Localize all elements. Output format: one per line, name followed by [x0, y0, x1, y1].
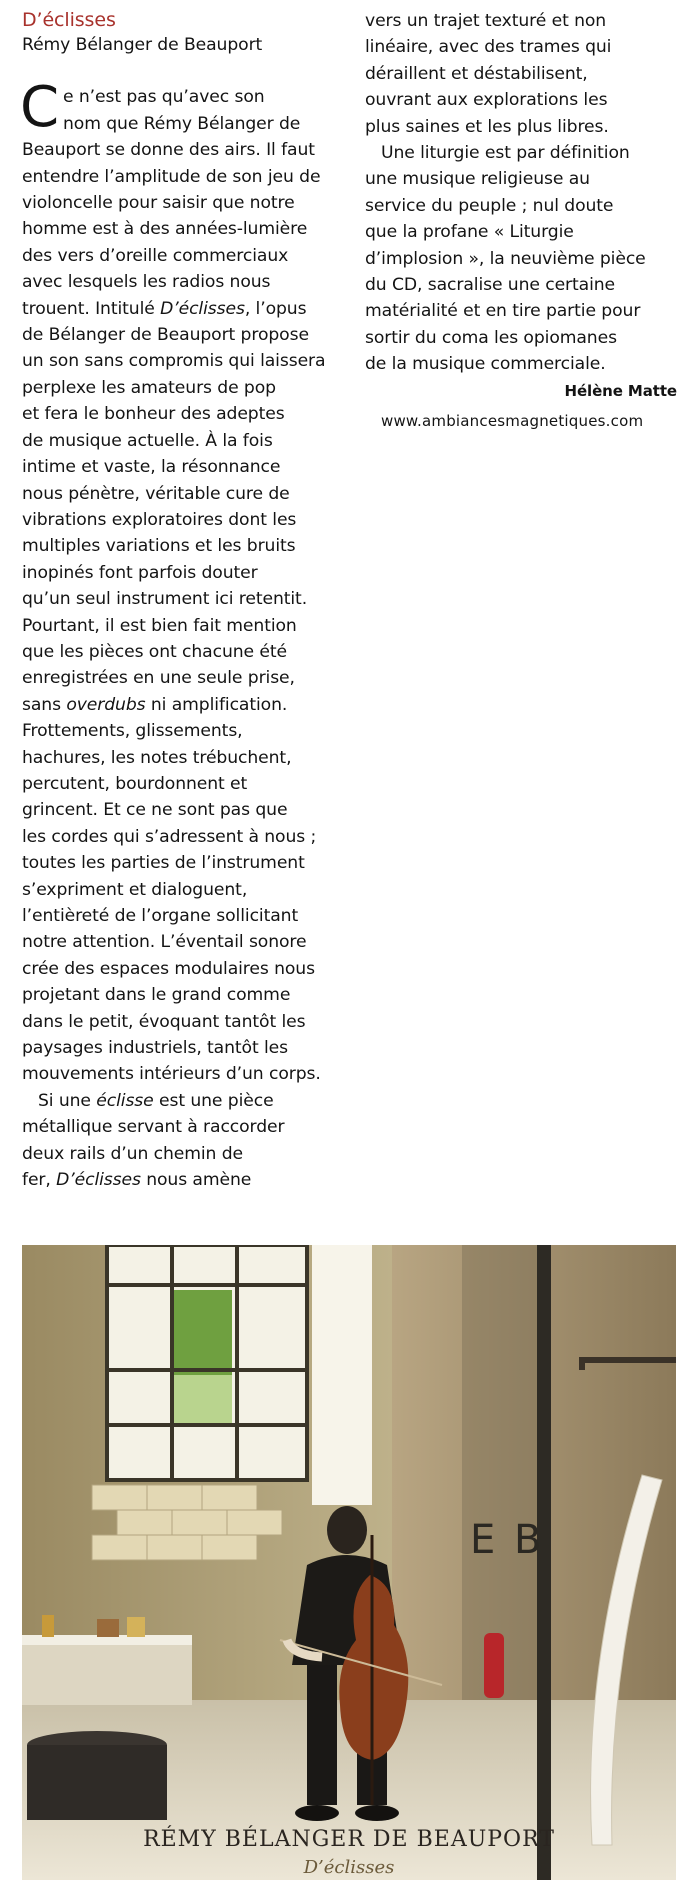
body-line: Frottements, glissements, [22, 721, 243, 742]
article-left-column [22, 8, 342, 1193]
body-line: toutes les parties de l’instrument [22, 853, 305, 874]
body-line: percutent, bourdonnent et [22, 773, 248, 794]
article-author: Hélène Matte [564, 381, 677, 400]
body-line: crée des espaces modulaires nous [22, 958, 315, 979]
body-line: Une liturgie est par définition [381, 143, 630, 164]
album-cover-photo [22, 1245, 676, 1880]
body-line: du CD, sacralise une certaine [365, 275, 616, 296]
article-body-paragraph-4 [365, 140, 683, 378]
body-line: de musique actuelle. À la fois [22, 430, 273, 451]
body-line: dans le petit, évoquant tantôt les [22, 1011, 306, 1032]
album-cover-title: D’éclisses [303, 1857, 395, 1878]
body-line: service du peuple ; nul doute [365, 195, 614, 216]
body-line: Pourtant, il est bien fait mention [22, 615, 297, 636]
body-line: les cordes qui s’adressent à nous ; [22, 826, 317, 847]
body-line: multiples variations et les bruits [22, 536, 296, 557]
body-line: vers un trajet texturé et non [365, 11, 607, 31]
body-line: plus saines et les plus libres. [365, 116, 609, 137]
body-line: déraillent et déstabilisent, [365, 63, 588, 84]
body-line: grincent. Et ce ne sont pas que [22, 800, 288, 821]
body-line: sortir du coma les opiomanes [365, 327, 617, 348]
body-line: mouvements intérieurs d’un corps. [22, 1064, 321, 1085]
body-line: une musique religieuse au [365, 169, 590, 190]
body-line: nom que Rémy Bélanger de [63, 113, 301, 134]
body-line: et fera le bonheur des adeptes [22, 404, 285, 425]
article-subtitle: Rémy Bélanger de Beauport [22, 35, 263, 55]
body-line: ouvrant aux explorations les [365, 90, 608, 111]
body-line: fer, D’éclisses nous amène [22, 1170, 252, 1191]
website-link[interactable]: www.ambiancesmagnetiques.com [381, 411, 644, 430]
body-line: inopinés font parfois douter [22, 562, 258, 583]
body-line: Si une éclisse est une pièce [38, 1090, 274, 1111]
body-lines [22, 137, 342, 1088]
body-line: de Bélanger de Beauport propose [22, 325, 309, 346]
article-right-column [365, 8, 683, 434]
body-line: entendre l’amplitude de son jeu de [22, 166, 321, 187]
article-body-paragraph-1 [20, 75, 342, 1087]
body-line: notre attention. L’éventail sonore [22, 932, 307, 953]
body-line: l’entièreté de l’organe sollicitant [22, 906, 299, 926]
body-line: matérialité et en tire partie pour [365, 301, 641, 322]
svg-text:E: E [470, 1517, 496, 1563]
body-line: hachures, les notes trébuchent, [22, 747, 292, 768]
studio-cellist-illustration [22, 1245, 676, 1880]
body-line: vibrations exploratoires dont les [22, 509, 297, 530]
body-line: Beauport se donne des airs. Il faut [22, 140, 315, 161]
body-line: intime et vaste, la résonnance [22, 457, 281, 478]
album-cover-artist: RÉMY BÉLANGER DE BEAUPORT [143, 1827, 555, 1852]
body-line: nous pénètre, véritable cure de [22, 483, 290, 504]
article-body-paragraph-2 [22, 1088, 342, 1194]
body-line: des vers d’oreille commerciaux [22, 245, 289, 266]
body-line: violoncelle pour saisir que notre [22, 193, 295, 214]
body-line: e n’est pas qu’avec son [63, 87, 265, 108]
body-line: paysages industriels, tantôt les [22, 1038, 288, 1059]
body-line: de la musique commerciale. [365, 354, 606, 375]
body-line: métallique servant à raccorder [22, 1117, 285, 1138]
body-line: linéaire, avec des trames qui [365, 37, 612, 58]
svg-text:B: B [514, 1517, 542, 1563]
body-line: d’implosion », la neuvième pièce [365, 248, 646, 269]
body-line: que la profane « Liturgie [365, 222, 574, 243]
body-line: s’expriment et dialoguent, [22, 879, 248, 900]
body-line: deux rails d’un chemin de [22, 1143, 243, 1164]
article-body-paragraph-3 [365, 8, 683, 140]
body-line: un son sans compromis qui laissera [22, 351, 326, 372]
body-line: projetant dans le grand comme [22, 985, 291, 1006]
body-line: que les pièces ont chacune été [22, 641, 287, 662]
article-title: D’éclisses [22, 9, 116, 31]
drop-cap: C [20, 75, 60, 141]
body-line: enregistrées en une seule prise, [22, 668, 295, 689]
body-line: qu’un seul instrument ici retentit. [22, 589, 308, 610]
body-line: homme est à des années-lumière [22, 219, 308, 240]
body-line: avec lesquels les radios nous [22, 272, 271, 293]
body-line: sans overdubs ni amplification. [22, 694, 288, 715]
body-line: perplexe les amateurs de pop [22, 377, 276, 398]
body-line: trouent. Intitulé D’éclisses, l’opus [22, 298, 307, 319]
